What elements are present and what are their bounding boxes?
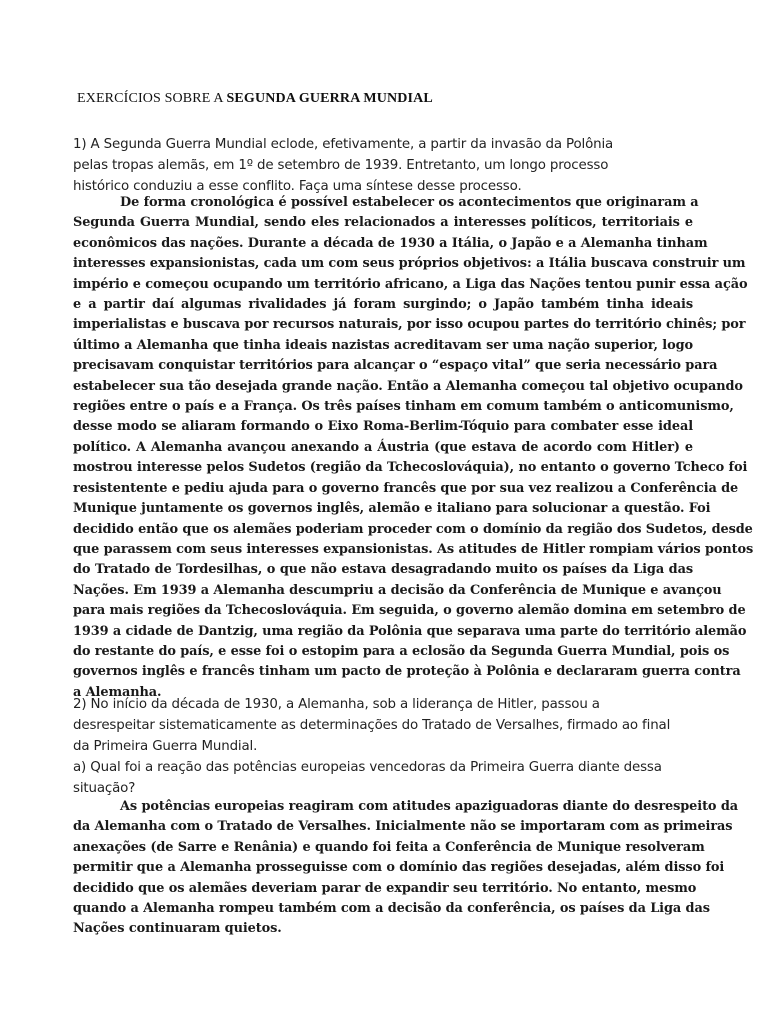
answer-2: [73, 797, 738, 940]
answer-1-line: Nações. Em 1939 a Alemanha descumpriu a decisão da Conferência de Munique e avançou: [73, 582, 722, 598]
question-1-line: pelas tropas alemãs, em 1º de setembro de 1939. Entretanto, um longo processo: [73, 158, 609, 173]
answer-1-line: interesses expansionistas, cada um com seus próprios objetivos: a Itália buscava construir um: [73, 256, 746, 272]
answer-1-line: desse modo se aliaram formando o Eixo Roma-Berlim-Tóquio para combater esse ideal: [73, 419, 693, 435]
answer-1-line: que parassem com seus interesses expansionistas. As atitudes de Hitler rompiam vários pontos: [73, 541, 754, 557]
answer-2-line: da Alemanha com o Tratado de Versalhes. Inicialmente não se importaram com as primeiras: [73, 819, 733, 835]
answer-1-line: império e começou ocupando um território africano, a Liga das Nações tentou punir essa ação: [73, 276, 748, 292]
answer-1-line: econômicos das nações. Durante a década de 1930 a Itália, o Japão e a Alemanha tinham: [73, 235, 708, 251]
answer-1-line: mostrou interesse pelos Sudetos (região da Tchecoslováquia), no entanto o governo Tcheco foi: [73, 460, 748, 476]
answer-1-line: e a partir daí algumas rivalidades já foram surgindo; o Japão também tinha ideais: [73, 297, 693, 313]
question-2-line: 2) No início da década de 1930, a Alemanha, sob a liderança de Hitler, passou a: [73, 697, 600, 712]
answer-1-line: imperialistas e buscava por recursos naturais, por isso ocupou partes do território chinês; por: [73, 317, 746, 333]
answer-1-line: governos inglês e francês tinham um pacto de proteção à Polônia e declararam guerra contra: [73, 664, 741, 680]
answer-1-line: para mais regiões da Tchecoslováquia. Em seguida, o governo alemão domina em setembro de: [73, 603, 746, 619]
answer-1-line: do Tratado de Tordesilhas, o que não estava desagradando muito os países da Liga das: [73, 562, 693, 578]
answer-1-line: regiões entre o país e a França. Os três países tinham em comum também o anticomunismo,: [73, 399, 734, 415]
question-2-line: desrespeitar sistematicamente as determinações do Tratado de Versalhes, firmado ao final: [73, 718, 671, 733]
answer-1-line: do restante do país, e esse foi o estopim para a eclosão da Segunda Guerra Mundial, pois os: [73, 643, 730, 659]
answer-1-line: a Alemanha.: [73, 684, 162, 700]
answer-1-line: estabelecer sua tão desejada grande nação. Então a Alemanha começou tal objetivo ocupando: [73, 378, 743, 394]
question-2: [73, 694, 673, 799]
answer-1: [73, 193, 754, 703]
answer-1-line: De forma cronológica é possível estabelecer os acontecimentos que originaram a: [120, 195, 699, 210]
answer-1-line: precisavam conquistar territórios para alcançar o “espaço vital” que seria necessário para: [73, 358, 718, 374]
question-1: [73, 134, 613, 197]
question-2a-line: a) Qual foi a reação das potências europeias vencedoras da Primeira Guerra diante dessa: [73, 760, 662, 775]
title-prefix: EXERCÍCIOS SOBRE A: [77, 91, 227, 106]
answer-1-line: último a Alemanha que tinha ideais nazistas acreditavam ser uma nação superior, logo: [73, 337, 693, 353]
answer-2-line: permitir que a Alemanha prosseguisse com o domínio das regiões desejadas, além disso foi: [73, 860, 725, 876]
question-2a-line: situação?: [73, 781, 136, 796]
answer-2-line: anexações (de Sarre e Renânia) e quando foi feita a Conferência de Munique resolveram: [73, 839, 705, 855]
answer-1-line: político. A Alemanha avançou anexando a Áustria (que estava de acordo com Hitler) e: [73, 439, 693, 455]
answer-1-line: Segunda Guerra Mundial, sendo eles relacionados a interesses políticos, territoriais e: [73, 215, 693, 231]
answer-2-line: decidido que os alemães deveriam parar de expandir seu território. No entanto, mesmo: [73, 880, 697, 896]
document-title: [77, 91, 433, 107]
answer-2-line: Nações continuaram quietos.: [73, 921, 282, 937]
question-1-line: 1) A Segunda Guerra Mundial eclode, efetivamente, a partir da invasão da Polônia: [73, 137, 614, 152]
answer-1-line: Munique juntamente os governos inglês, alemão e italiano para solucionar a questão. Foi: [73, 501, 711, 517]
answer-1-line: decidido então que os alemães poderiam proceder com o domínio da região dos Sudetos, desde: [73, 521, 753, 537]
title-bold: SEGUNDA GUERRA MUNDIAL: [226, 91, 433, 106]
answer-1-line: 1939 a cidade de Dantzig, uma região da Polônia que separava uma parte do território alemão: [73, 623, 747, 639]
answer-2-line: As potências europeias reagiram com atitudes apaziguadoras diante do desrespeito da: [120, 799, 738, 814]
question-2-line: da Primeira Guerra Mundial.: [73, 739, 258, 754]
answer-2-line: quando a Alemanha rompeu também com a decisão da conferência, os países da Liga das: [73, 901, 710, 917]
answer-1-line: resistentente e pediu ajuda para o governo francês que por sua vez realizou a Conferência de: [73, 480, 739, 496]
question-1-line: histórico conduziu a esse conflito. Faça uma síntese desse processo.: [73, 179, 522, 194]
